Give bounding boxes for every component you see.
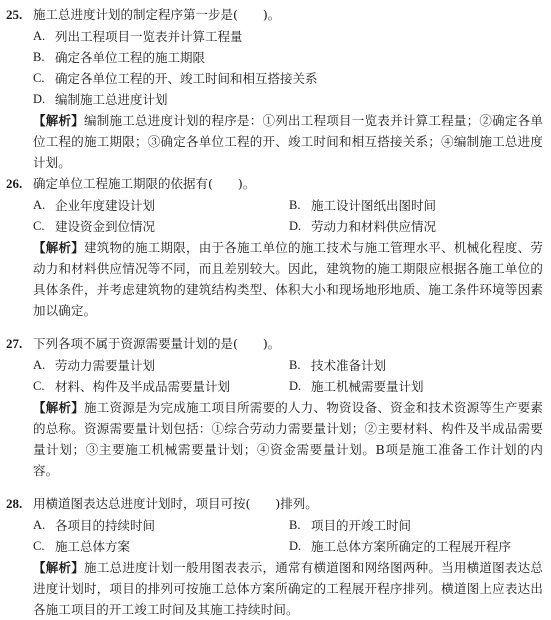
question-number: 25. — [6, 7, 23, 22]
question-number: 26. — [6, 176, 23, 191]
option-letter: C. — [33, 539, 45, 553]
option-list — [6, 26, 545, 110]
analysis-text: 施工资源是为完成施工项目所需要的人力、物资设备、资金和技术资源等生产要素的总称。资源需要量计划包括：①综合劳动力需要量计划；②主要材料、构件及半成品需要量计划；③主要施工机械需要量计划；④资金需要量计划。B项是施工准备工作计划的内容。 — [33, 400, 543, 478]
analysis-tag: 【解析】 — [33, 113, 85, 128]
option-text: 材料、构件及半成品需要量计划 — [55, 379, 231, 394]
option-text: 劳动力和材料供应情况 — [311, 219, 437, 234]
option-letter: A. — [33, 518, 46, 532]
option-letter: D. — [33, 92, 46, 106]
option-letter: B. — [33, 50, 45, 64]
question-stem — [6, 333, 545, 355]
analysis-block — [6, 557, 545, 620]
option-text: 项目的开竣工时间 — [311, 518, 412, 533]
question-spacer — [6, 321, 545, 333]
analysis-block — [6, 397, 545, 481]
question-stem — [6, 173, 545, 195]
option-list — [6, 355, 545, 397]
option-letter: B. — [289, 358, 301, 372]
option-d — [289, 376, 424, 397]
option-text: 列出工程项目一览表并计算工程量 — [55, 29, 243, 44]
analysis-text: 编制施工总进度计划的程序是：①列出工程项目一览表并计算工程量；②确定各单位工程的施工期限；③确定各单位工程的开、竣工时间和相互搭接关系；④编制施工总进度计划。 — [33, 113, 543, 170]
option-text: 施工机械需要量计划 — [311, 379, 424, 394]
option-text: 施工总体方案 — [55, 539, 131, 554]
option-letter: C. — [33, 71, 45, 85]
option-letter: D. — [289, 539, 302, 553]
option-d — [289, 216, 436, 237]
option-letter: C. — [33, 379, 45, 393]
question-26 — [6, 173, 545, 321]
option-a — [33, 515, 289, 536]
option-c — [33, 376, 289, 397]
option-letter: C. — [33, 219, 45, 233]
question-stem — [6, 493, 545, 515]
option-text: 编制施工总进度计划 — [55, 92, 168, 107]
question-25 — [6, 4, 545, 173]
question-spacer — [6, 481, 545, 493]
question-stem — [6, 4, 545, 26]
question-text: 施工总进度计划的制定程序第一步是( )。 — [33, 7, 281, 22]
option-c — [33, 68, 318, 89]
question-text: 下列各项不属于资源需要量计划的是( )。 — [33, 336, 281, 351]
option-text: 施工总体方案所确定的工程展开程序 — [311, 539, 512, 554]
option-letter: A. — [33, 198, 46, 212]
question-text: 确定单位工程施工期限的依据有( )。 — [33, 176, 256, 191]
question-number: 27. — [6, 336, 23, 351]
option-c — [33, 536, 289, 557]
option-letter: D. — [289, 219, 302, 233]
option-list — [6, 195, 545, 237]
option-text: 技术准备计划 — [311, 358, 387, 373]
option-text: 各项目的持续时间 — [55, 518, 156, 533]
option-text: 建设资金到位情况 — [55, 219, 156, 234]
question-28 — [6, 493, 545, 620]
option-text: 劳动力需要量计划 — [55, 358, 156, 373]
option-list — [6, 515, 545, 557]
option-a — [33, 355, 289, 376]
question-text: 用横道图表达总进度计划时，项目可按( )排列。 — [33, 496, 318, 511]
option-letter: A. — [33, 29, 46, 43]
option-b — [33, 47, 205, 68]
option-text: 确定各单位工程的开、竣工时间和相互搭接关系 — [55, 71, 318, 86]
analysis-tag: 【解析】 — [33, 400, 85, 415]
option-text: 施工设计图纸出图时间 — [311, 198, 437, 213]
option-text: 确定各单位工程的施工期限 — [55, 50, 206, 65]
analysis-tag: 【解析】 — [33, 240, 85, 255]
option-a — [33, 195, 289, 216]
analysis-tag: 【解析】 — [33, 560, 85, 575]
analysis-block — [6, 110, 545, 173]
analysis-text: 施工总进度计划一般用图表表示，通常有横道图和网络图两种。当用横道图表达总进度计划时，项目的排列可按施工总体方案所确定的工程展开程序排列。横道图上应表达出各施工项目的开工竣工时间及其施工持续时间。 — [33, 560, 543, 617]
option-letter: A. — [33, 358, 46, 372]
option-c — [33, 216, 289, 237]
analysis-block — [6, 237, 545, 321]
option-letter: B. — [289, 518, 301, 532]
question-number: 28. — [6, 496, 23, 511]
option-letter: B. — [289, 198, 301, 212]
option-a — [33, 26, 243, 47]
option-text: 企业年度建设计划 — [55, 198, 156, 213]
question-27 — [6, 333, 545, 481]
option-d — [33, 89, 168, 110]
option-b — [289, 195, 436, 216]
option-d — [289, 536, 511, 557]
option-b — [289, 515, 411, 536]
option-letter: D. — [289, 379, 302, 393]
analysis-text: 建筑物的施工期限，由于各施工单位的施工技术与施工管理水平、机械化程度、劳动力和材料供应情况等不同，而且差别较大。因此，建筑物的施工期限应根据各施工单位的具体条件，并考虑建筑物的建筑结构类型、体积大小和现场地形地质、施工条件环境等因素加以确定。 — [33, 240, 543, 318]
option-b — [289, 355, 386, 376]
